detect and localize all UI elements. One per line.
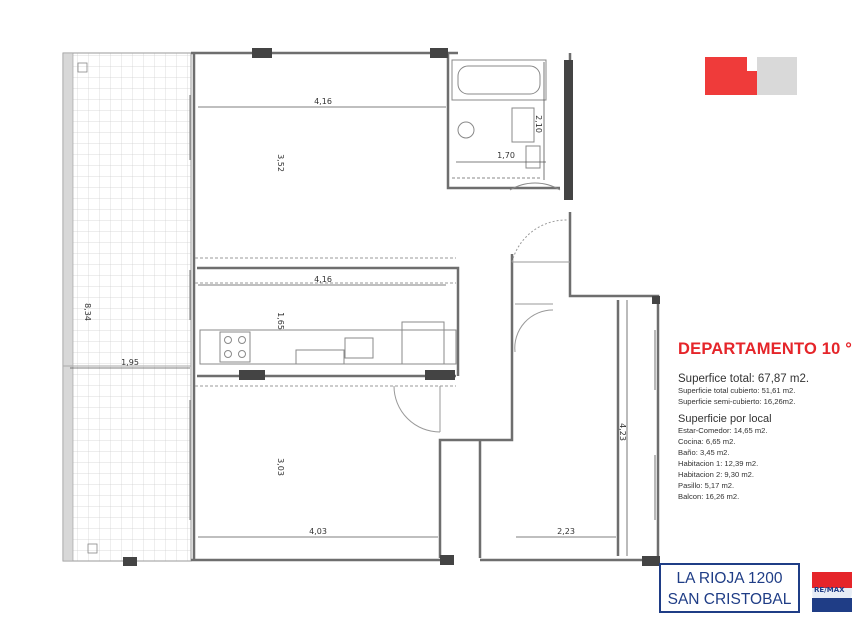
window-blocks — [239, 48, 660, 566]
dim-bedroom1-depth: 3,52 — [276, 154, 285, 172]
dim-living-width: 2,23 — [557, 527, 575, 536]
dim-living-depth: 4,23 — [618, 423, 627, 441]
address-line-1: LA RIOJA 1200 — [676, 570, 783, 587]
dim-bedroom2-width: 4,03 — [309, 527, 327, 536]
room-area-balcony: Balcon: 16,26 m2. — [678, 492, 740, 501]
window-marks — [190, 95, 655, 520]
brand-logo — [705, 57, 797, 95]
room-area-bedroom1: Habitacion 1: 12,39 m2. — [678, 459, 759, 468]
dim-bedroom1-width: 4,16 — [314, 97, 332, 106]
remax-logo-text: RE/MAX — [814, 586, 845, 594]
per-room-heading: Superficie por local — [678, 413, 772, 425]
address-box — [659, 563, 800, 613]
dim-bedroom2-depth: 3,03 — [276, 458, 285, 476]
remax-logo — [812, 572, 852, 612]
room-area-bath: Baño: 3,45 m2. — [678, 448, 730, 457]
dim-balcony-length: 8,34 — [83, 303, 92, 321]
dim-kitchen-depth: 1,65 — [276, 312, 285, 330]
logo-grey-block — [757, 57, 797, 95]
total-area: Superfice total: 67,87 m2. — [678, 373, 810, 385]
dim-bath-height: 1,70 — [497, 151, 515, 160]
room-area-living: Estar-Comedor: 14,65 m2. — [678, 426, 768, 435]
dim-kitchen-width: 4,16 — [314, 275, 332, 284]
dim-balcony-width: 1,95 — [121, 358, 139, 367]
room-area-bedroom2: Habitacion 2: 9,30 m2. — [678, 470, 754, 479]
walls — [191, 53, 660, 560]
apartment-title: DEPARTAMENTO 10 ° — [678, 340, 852, 358]
doors — [195, 220, 570, 432]
balcony — [63, 53, 191, 566]
dim-bath-width: 2,10 — [534, 115, 543, 133]
covered-area: Superficie total cubierto: 51,61 m2. — [678, 386, 796, 395]
room-area-kitchen: Cocina: 6,65 m2. — [678, 437, 736, 446]
info-panel — [678, 340, 852, 502]
room-area-hallway: Pasillo: 5,17 m2. — [678, 481, 735, 490]
kitchen — [200, 322, 456, 364]
semi-covered-area: Superficie semi-cubierto: 16,26m2. — [678, 397, 796, 406]
address-line-2: SAN CRISTOBAL — [667, 591, 792, 608]
